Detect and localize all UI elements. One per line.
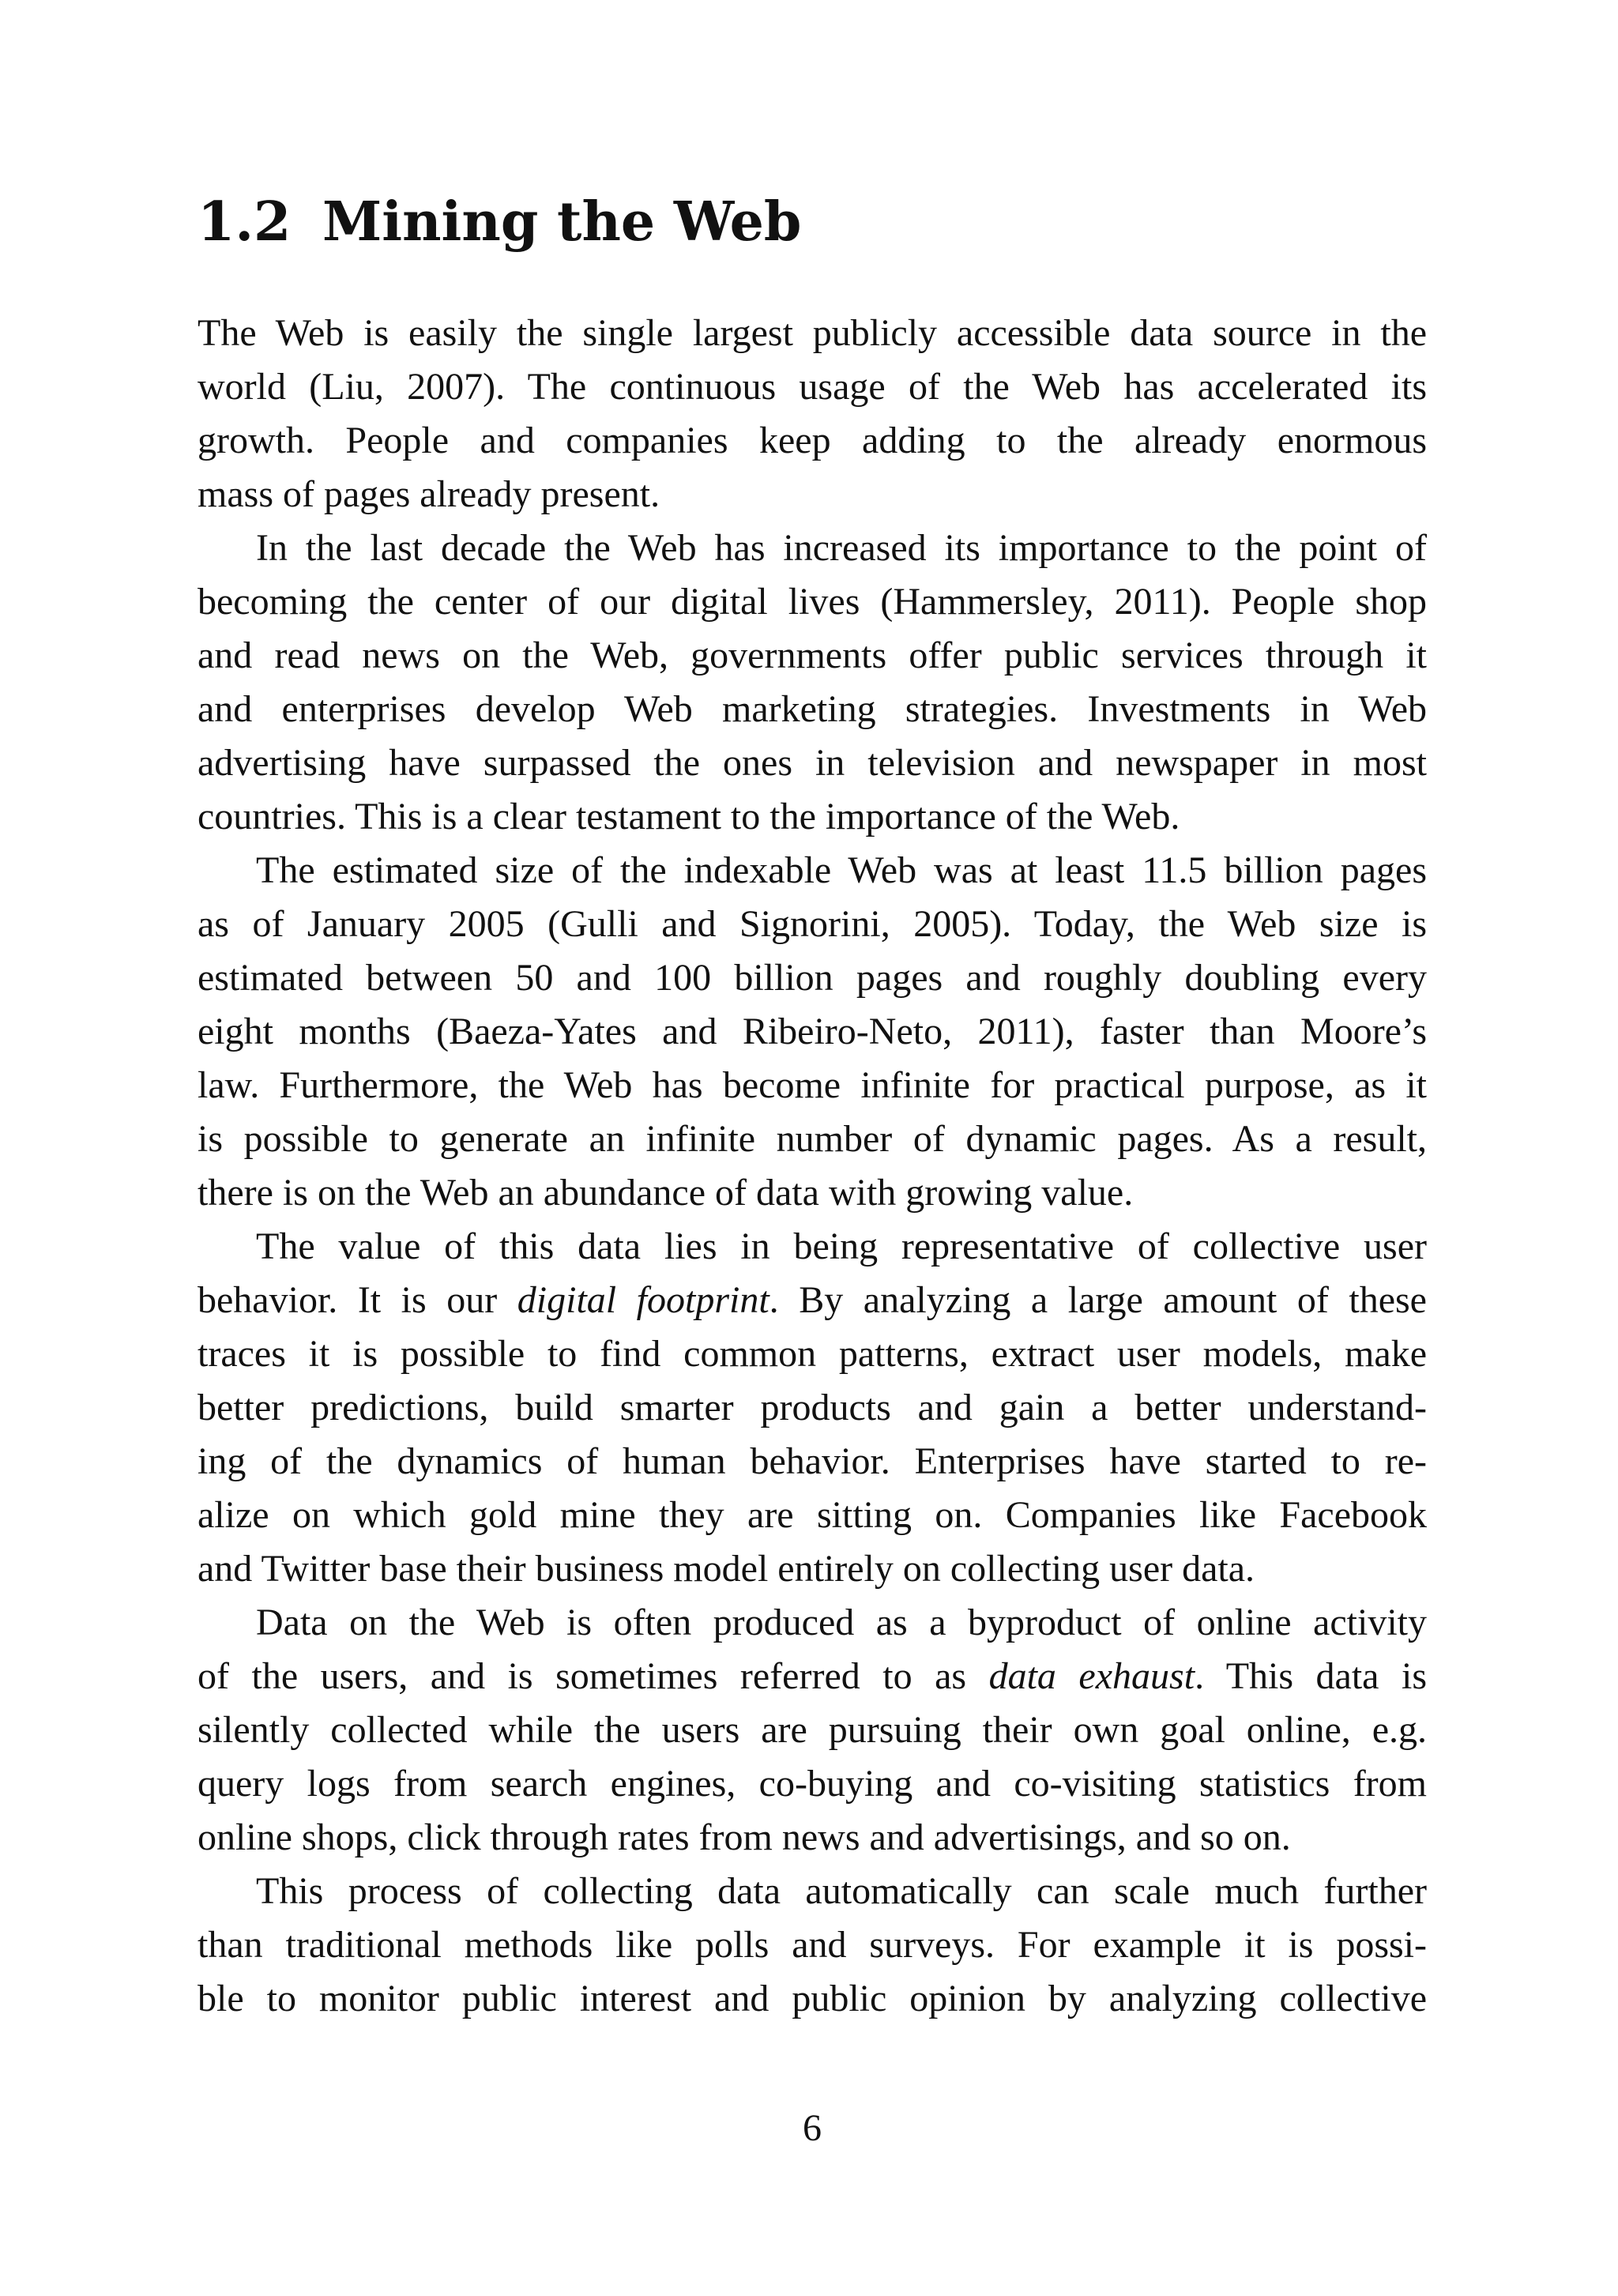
text-line: than traditional methods like polls and surveys. For example it is possi- <box>198 1924 1427 1966</box>
text-line: there is on the Web an abundance of data with growing value. <box>198 1172 1134 1214</box>
paragraph <box>198 521 1427 844</box>
text-line: The value of this data lies in being representative of collective user <box>256 1225 1427 1267</box>
text-line: and enterprises develop Web marketing strategies. Investments in Web <box>198 688 1427 730</box>
text-line: query logs from search engines, co-buying and co-visiting statistics from <box>198 1763 1427 1805</box>
text-line: countries. This is a clear testament to the importance of the Web. <box>198 796 1180 837</box>
italic-term: data exhaust <box>988 1655 1195 1697</box>
text-segment: . This data is <box>1195 1655 1427 1697</box>
paragraph <box>198 1220 1427 1596</box>
text-line: The Web is easily the single largest publicly accessible data source in the <box>198 312 1427 354</box>
text-line: eight months (Baeza-Yates and Ribeiro-Neto, 2011), faster than Moore’s <box>198 1011 1427 1052</box>
text-line: law. Furthermore, the Web has become infinite for practical purpose, as it <box>198 1064 1427 1106</box>
text-line: is possible to generate an infinite number of dynamic pages. As a result, <box>198 1118 1427 1160</box>
text-line: estimated between 50 and 100 billion pages and roughly doubling every <box>198 957 1427 999</box>
text-line: The estimated size of the indexable Web was at least 11.5 billion pages <box>256 849 1427 891</box>
page-number: 6 <box>803 2107 822 2149</box>
body-text <box>198 307 1427 2026</box>
paragraph <box>198 1865 1427 2026</box>
paragraph <box>198 1596 1427 1865</box>
text-line <box>198 1274 1427 1327</box>
text-line: In the last decade the Web has increased its importance to the point of <box>256 527 1427 569</box>
paragraph <box>198 844 1427 1220</box>
text-line: silently collected while the users are pursuing their own goal online, e.g. <box>198 1709 1427 1751</box>
text-line: becoming the center of our digital lives (Hammersley, 2011). People shop <box>198 581 1427 623</box>
text-line: and read news on the Web, governments offer public services through it <box>198 634 1427 676</box>
text-line: better predictions, build smarter products and gain a better understand- <box>198 1387 1427 1428</box>
text-line: advertising have surpassed the ones in television and newspaper in most <box>198 742 1427 784</box>
text-line: as of January 2005 (Gulli and Signorini, 2005). Today, the Web size is <box>198 903 1427 945</box>
section-number: 1.2 <box>198 190 292 254</box>
text-line: and Twitter base their business model entirely on collecting user data. <box>198 1548 1255 1590</box>
document-page <box>198 0 1427 2296</box>
text-line <box>198 1650 1427 1703</box>
text-line: ble to monitor public interest and public opinion by analyzing collective <box>198 1978 1427 2019</box>
text-segment: . By analyzing a large amount of these <box>769 1279 1427 1321</box>
italic-term: digital footprint <box>517 1279 769 1321</box>
text-line: alize on which gold mine they are sitting on. Companies like Facebook <box>198 1494 1427 1536</box>
text-line: online shops, click through rates from news and advertisings, and so on. <box>198 1816 1291 1858</box>
section-title: Mining the Web <box>322 190 802 254</box>
text-line: mass of pages already present. <box>198 473 660 515</box>
text-line: traces it is possible to find common patterns, extract user models, make <box>198 1333 1427 1375</box>
text-line: ing of the dynamics of human behavior. Enterprises have started to re- <box>198 1440 1427 1482</box>
text-line: This process of collecting data automatically can scale much further <box>256 1870 1427 1912</box>
section-heading <box>198 186 801 258</box>
text-line: Data on the Web is often produced as a byproduct of online activity <box>256 1602 1427 1643</box>
text-line: growth. People and companies keep adding to the already enormous <box>198 420 1427 461</box>
text-segment: behavior. It is our <box>198 1279 517 1321</box>
text-segment: of the users, and is sometimes referred to as <box>198 1655 989 1697</box>
text-line: world (Liu, 2007). The continuous usage of the Web has accelerated its <box>198 366 1427 408</box>
paragraph <box>198 307 1427 521</box>
